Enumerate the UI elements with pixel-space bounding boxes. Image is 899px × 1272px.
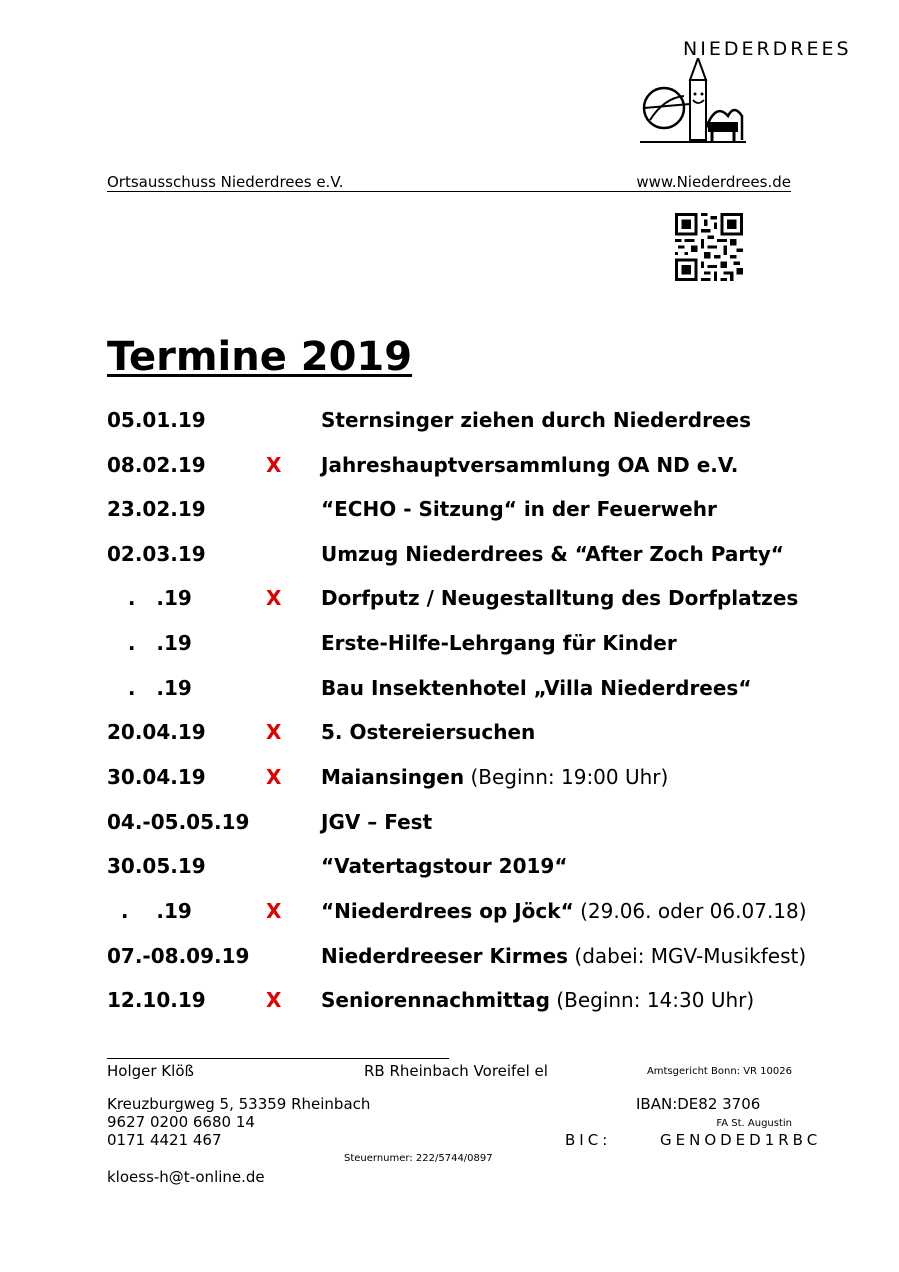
event-name: Dorfputz / Neugestalltung des Dorfplatzes <box>321 586 799 610</box>
footer-account: 9627 0200 6680 14 <box>107 1113 255 1131</box>
event-name: JGV – Fest <box>321 810 433 834</box>
organization-name: Ortsausschuss Niederdrees e.V. <box>107 173 344 191</box>
event-name: 5. Ostereiersuchen <box>321 720 536 744</box>
event-date: 12.10.19 <box>107 988 206 1012</box>
event-date: 23.02.19 <box>107 497 206 521</box>
footer-street: Kreuzburgweg 5, 53359 Rheinbach <box>107 1095 371 1113</box>
event-name: Bau Insektenhotel „Villa Niederdrees“ <box>321 676 752 700</box>
event-name: Niederdreeser Kirmes (dabei: MGV-Musikfest) <box>321 944 807 968</box>
event-mark: X <box>266 765 282 789</box>
footer-phone: 0171 4421 467 <box>107 1131 222 1149</box>
event-name: Umzug Niederdrees & “After Zoch Party“ <box>321 542 784 566</box>
footer-name: Holger Klöß <box>107 1062 194 1080</box>
list-item <box>0 810 899 840</box>
footer-tax-number: Steuernumer: 222/5744/0897 <box>344 1153 493 1164</box>
event-date: 05.01.19 <box>107 408 206 432</box>
header-divider <box>107 191 791 192</box>
list-item <box>0 854 899 884</box>
event-mark: X <box>266 899 282 923</box>
event-mark: X <box>266 453 282 477</box>
event-date: 07.-08.09.19 <box>107 944 250 968</box>
page-title: Termine 2019 <box>107 334 413 380</box>
list-item <box>0 899 899 929</box>
footer-divider <box>107 1058 449 1059</box>
footer-bank: RB Rheinbach Voreifel el <box>364 1062 548 1080</box>
event-name: “Niederdrees op Jöck“ (29.06. oder 06.07.18) <box>321 899 807 923</box>
logo-text: NIEDERDREES <box>683 38 852 60</box>
event-name: Jahreshauptversammlung OA ND e.V. <box>321 453 739 477</box>
niederdrees-church-logo <box>640 58 750 146</box>
list-item <box>0 720 899 750</box>
list-item <box>0 586 899 616</box>
event-date: 02.03.19 <box>107 542 206 566</box>
footer-court: Amtsgericht Bonn: VR 10026 <box>646 1066 792 1077</box>
list-item <box>0 676 899 706</box>
event-name: Maiansingen (Beginn: 19:00 Uhr) <box>321 765 669 789</box>
event-date: 30.05.19 <box>107 854 206 878</box>
event-name: Erste-Hilfe-Lehrgang für Kinder <box>321 631 677 655</box>
list-item <box>0 542 899 572</box>
event-date: . .19 <box>107 586 192 610</box>
event-mark: X <box>266 586 282 610</box>
qr-code-icon <box>675 213 743 281</box>
event-date: 04.-05.05.19 <box>107 810 250 834</box>
event-name: Seniorennachmittag (Beginn: 14:30 Uhr) <box>321 988 755 1012</box>
list-item <box>0 765 899 795</box>
event-date: . .19 <box>107 676 192 700</box>
event-name: “ECHO - Sitzung“ in der Feuerwehr <box>321 497 717 521</box>
list-item <box>0 453 899 483</box>
list-item <box>0 497 899 527</box>
footer-iban: IBAN:DE82 3706 <box>636 1095 761 1113</box>
list-item <box>0 631 899 661</box>
footer-bic-label: BIC: <box>565 1131 612 1149</box>
list-item <box>0 944 899 974</box>
event-date: . .19 <box>107 631 192 655</box>
event-date: 08.02.19 <box>107 453 206 477</box>
event-date: 30.04.19 <box>107 765 206 789</box>
footer-tax-office: FA St. Augustin <box>716 1118 792 1129</box>
event-mark: X <box>266 988 282 1012</box>
event-name: Sternsinger ziehen durch Niederdrees <box>321 408 751 432</box>
event-mark: X <box>266 720 282 744</box>
event-date: . .19 <box>107 899 192 923</box>
list-item <box>0 408 899 438</box>
footer-bic-value: GENODED1RBC <box>660 1131 822 1149</box>
event-date: 20.04.19 <box>107 720 206 744</box>
footer-email[interactable]: kloess-h@t-online.de <box>107 1168 265 1186</box>
website-link[interactable]: www.Niederdrees.de <box>636 173 791 191</box>
list-item <box>0 988 899 1018</box>
event-name: “Vatertagstour 2019“ <box>321 854 568 878</box>
